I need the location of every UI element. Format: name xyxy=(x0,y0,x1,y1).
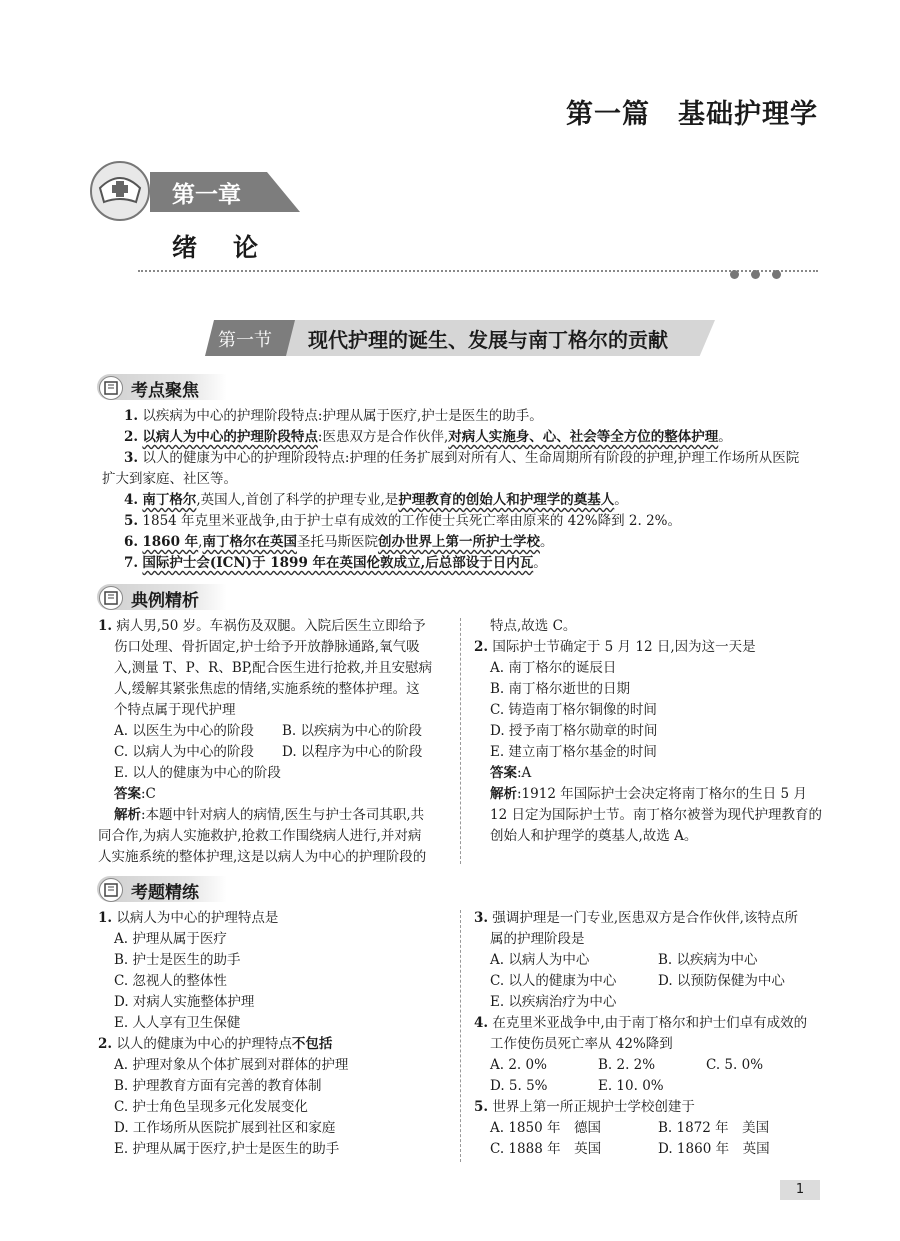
analysis-line: 特点,故选 C。 xyxy=(490,618,577,634)
option-row: C. 以病人为中心的阶段 D. 以程序为中心的阶段 xyxy=(114,744,423,760)
example-question-2 xyxy=(474,616,834,847)
option-row: A. 以病人为中心 B. 以疾病为中心 xyxy=(490,952,758,968)
analysis-line: 同合作,为病人实施救护,抢救工作围绕病人进行,并对病 xyxy=(98,828,422,844)
question-stem: 2. 国际护士节确定于 5 月 12 日,因为这一天是 xyxy=(474,639,756,655)
option-row: A. 1850 年 德国 B. 1872 年 美国 xyxy=(490,1120,770,1136)
divider-dots xyxy=(730,264,793,283)
page-number: 1 xyxy=(780,1180,820,1200)
option: A. 护理从属于医疗 xyxy=(114,931,227,947)
list-item: 5. 1854 年克里米亚战争,由于护士卓有成效的工作使士兵死亡率由原来的 42%降到 2. 2%。 xyxy=(124,513,682,529)
nurse-cap-icon xyxy=(88,160,162,222)
question-stem-line: 工作使伤员死亡率从 42%降到 xyxy=(490,1036,673,1052)
chapter-name: 绪论 xyxy=(172,233,295,262)
example-question-1 xyxy=(98,616,458,868)
option: B. 南丁格尔逝世的日期 xyxy=(490,681,631,697)
practice-label: 考题精练 xyxy=(131,883,199,903)
part-title: 第一篇 基础护理学 xyxy=(566,99,818,130)
analysis: 解析:本题中针对病人的病情,医生与护士各司其职,共 xyxy=(114,807,425,823)
question-stem: 4. 在克里米亚战争中,由于南丁格尔和护士们卓有成效的 xyxy=(474,1015,808,1031)
question-stem: 2. 以人的健康为中心的护理特点不包括 xyxy=(98,1036,333,1052)
question-stem-line: 人,缓解其紧张焦虑的情绪,实施系统的整体护理。这 xyxy=(114,681,420,697)
section-title: 现代护理的诞生、发展与南丁格尔的贡献 xyxy=(308,328,668,352)
option: E. 护理从属于医疗,护士是医生的助手 xyxy=(114,1141,340,1157)
list-item: 7. 国际护士会(ICN)于 1899 年在英国伦敦成立,后总部设于日内瓦。 xyxy=(124,555,547,571)
column-divider xyxy=(460,910,461,1162)
key-points-heading xyxy=(97,374,227,400)
question-stem: 5. 世界上第一所正规护士学校创建于 xyxy=(474,1099,695,1115)
analysis-line: 创始人和护理学的奠基人,故选 A。 xyxy=(490,828,698,844)
practice-heading xyxy=(97,876,227,902)
list-item: 4. 南丁格尔,英国人,首创了科学的护理专业,是护理教育的创始人和护理学的奠基人。 xyxy=(124,492,628,508)
option: D. 授予南丁格尔勋章的时间 xyxy=(490,723,658,739)
analysis: 解析:1912 年国际护士会决定将南丁格尔的生日 5 月 xyxy=(490,786,807,802)
examples-label: 典例精析 xyxy=(131,591,199,611)
option: D. 对病人实施整体护理 xyxy=(114,994,255,1010)
practice-right-column xyxy=(474,908,834,1160)
question-stem-line: 伤口处理、骨折固定,护士给予开放静脉通路,氧气吸 xyxy=(114,639,420,655)
list-item: 2. 以病人为中心的护理阶段特点:医患双方是合作伙伴,对病人实施身、心、社会等全方位的整体护理。 xyxy=(124,429,732,445)
option: C. 忽视人的整体性 xyxy=(114,973,227,989)
key-points-label: 考点聚焦 xyxy=(131,381,199,401)
question-stem-line: 个特点属于现代护理 xyxy=(114,702,236,718)
question-stem: 3. 强调护理是一门专业,医患双方是合作伙伴,该特点所 xyxy=(474,910,798,926)
chapter-number: 第一章 xyxy=(172,182,241,208)
answer: 答案:C xyxy=(114,786,156,802)
answer: 答案:A xyxy=(490,765,532,781)
question-stem: 1. 病人男,50 岁。车祸伤及双腿。入院后医生立即给予 xyxy=(98,618,426,634)
list-item: 1. 以疾病为中心的护理阶段特点:护理从属于医疗,护士是医生的助手。 xyxy=(124,408,543,424)
option-row: C. 1888 年 英国 D. 1860 年 英国 xyxy=(490,1141,770,1157)
option-row: E. 以疾病治疗为中心 xyxy=(490,994,617,1010)
option: A. 护理对象从个体扩展到对群体的护理 xyxy=(114,1057,349,1073)
section-number: 第一节 xyxy=(218,330,272,351)
list-item-continued: 扩大到家庭、社区等。 xyxy=(102,471,237,487)
examples-heading xyxy=(97,584,227,610)
option-row: C. 以人的健康为中心 D. 以预防保健为中心 xyxy=(490,973,785,989)
option: A. 南丁格尔的诞辰日 xyxy=(490,660,617,676)
question-stem: 1. 以病人为中心的护理特点是 xyxy=(98,910,279,926)
divider xyxy=(138,270,818,272)
question-stem-line: 属的护理阶段是 xyxy=(490,931,585,947)
column-divider xyxy=(460,618,461,864)
option-row: A. 2. 0% B. 2. 2% C. 5. 0% xyxy=(490,1057,764,1073)
practice-left-column xyxy=(98,908,458,1160)
option: B. 护士是医生的助手 xyxy=(114,952,241,968)
option-row: E. 以人的健康为中心的阶段 xyxy=(114,765,281,781)
list-item: 3. 以人的健康为中心的护理阶段特点:护理的任务扩展到对所有人、生命周期所有阶段的护理,护理工作场所从医院 xyxy=(124,450,800,466)
analysis-line: 12 日定为国际护士节。南丁格尔被誉为现代护理教育的 xyxy=(490,807,822,823)
option-row: D. 5. 5% E. 10. 0% xyxy=(490,1078,664,1094)
option: E. 人人享有卫生保健 xyxy=(114,1015,241,1031)
key-points-list xyxy=(102,406,800,574)
option: D. 工作场所从医院扩展到社区和家庭 xyxy=(114,1120,336,1136)
analysis-line: 人实施系统的整体护理,这是以病人为中心的护理阶段的 xyxy=(98,849,427,865)
list-item: 6. 1860 年,南丁格尔在英国圣托马斯医院创办世界上第一所护士学校。 xyxy=(124,534,554,550)
book-icon xyxy=(99,586,123,610)
option: C. 护士角色呈现多元化发展变化 xyxy=(114,1099,308,1115)
question-stem-line: 入,测量 T、P、R、BP,配合医生进行抢救,并且安慰病 xyxy=(114,660,433,676)
option-row: A. 以医生为中心的阶段 B. 以疾病为中心的阶段 xyxy=(114,723,423,739)
option: C. 铸造南丁格尔铜像的时间 xyxy=(490,702,657,718)
book-icon xyxy=(99,878,123,902)
option: B. 护理教育方面有完善的教育体制 xyxy=(114,1078,322,1094)
book-icon xyxy=(99,376,123,400)
option: E. 建立南丁格尔基金的时间 xyxy=(490,744,657,760)
